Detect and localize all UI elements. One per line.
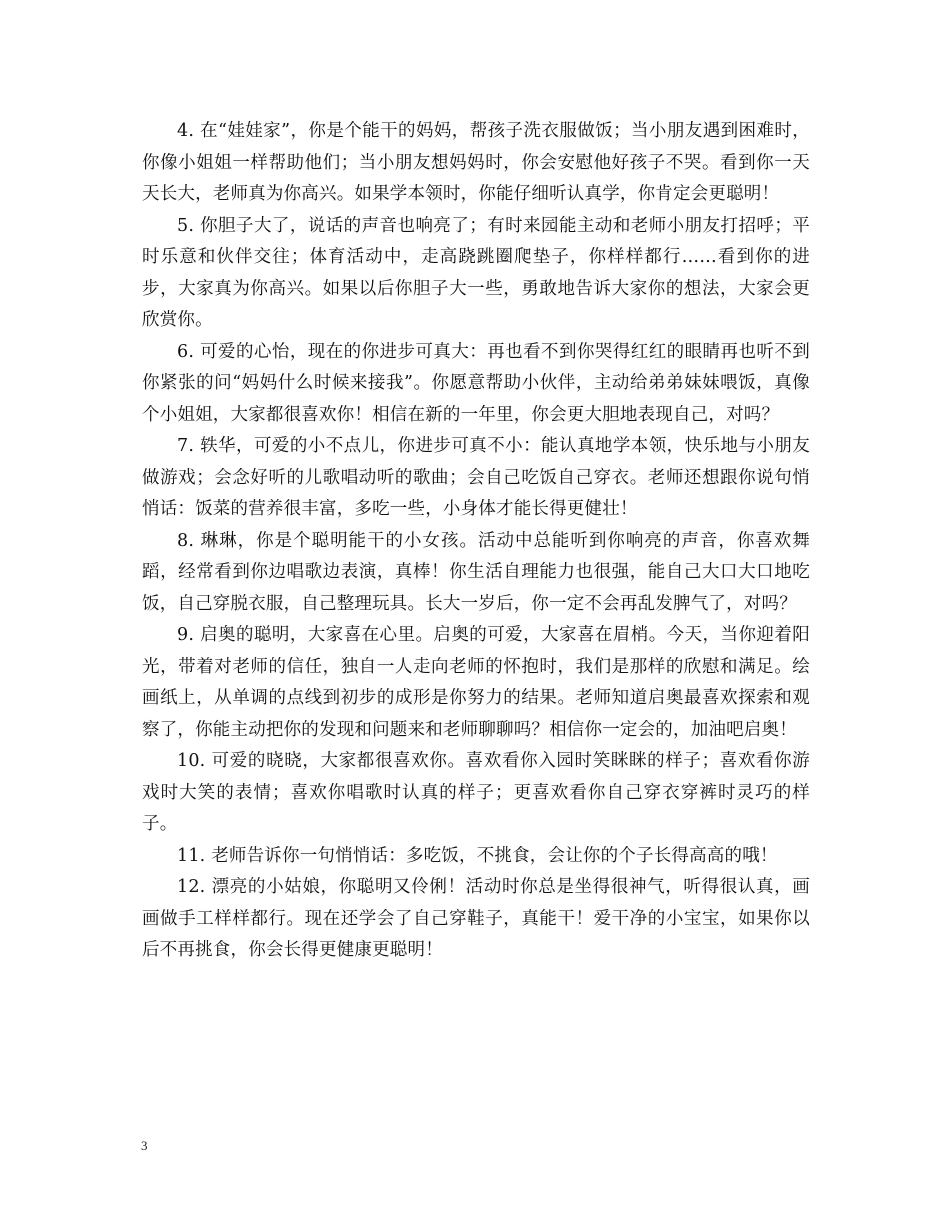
comment-paragraph-7: 7. 轶华，可爱的小不点儿，你进步可真不小：能认真地学本领，快乐地与小朋友做游戏；会念好听的儿歌唱动听的歌曲；会自己吃饭自己穿衣。老师还想跟你说句悄悄话：饭菜的营养很丰富，多吃一些，小身体才能长得更健壮！: [142, 436, 810, 519]
comment-paragraph-12: 12. 漂亮的小姑娘，你聪明又伶俐！活动时你总是坐得很神气，听得很认真，画画做手工样样都行。现在还学会了自己穿鞋子，真能干！爱干净的小宝宝，如果你以后不再挑食，你会长得更健康更聪明！: [142, 877, 810, 960]
comment-paragraph-4: 4. 在“娃娃家”，你是个能干的妈妈，帮孩子洗衣服做饭；当小朋友遇到困难时，你像小姐姐一样帮助他们；当小朋友想妈妈时，你会安慰他好孩子不哭。看到你一天天长大，老师真为你高兴。如果学本领时，你能仔细听认真学，你肯定会更聪明！: [142, 121, 810, 204]
comment-paragraph-9: 9. 启奥的聪明，大家喜在心里。启奥的可爱，大家喜在眉梢。今天，当你迎着阳光，带着对老师的信任，独自一人走向老师的怀抱时，我们是那样的欣慰和满足。绘画纸上，从单调的点线到初步的成形是你努力的结果。老师知道启奥最喜欢探索和观察了，你能主动把你的发现和问题来和老师聊聊吗？相信你一定会的，加油吧启奥！: [142, 625, 810, 740]
document-body: [142, 116, 810, 967]
comment-paragraph-8: 8. 琳琳，你是个聪明能干的小女孩。活动中总能听到你响亮的声音，你喜欢舞蹈，经常看到你边唱歌边表演，真棒！你生活自理能力也很强，能自己大口大口地吃饭，自己穿脱衣服，自己整理玩具。长大一岁后，你一定不会再乱发脾气了，对吗？: [142, 530, 810, 614]
comment-paragraph-5: 5. 你胆子大了，说话的声音也响亮了；有时来园能主动和老师小朋友打招呼；平时乐意和伙伴交往；体育活动中，走高跷跳圈爬垫子，你样样都行……看到你的进步，大家真为你高兴。如果以后你胆子大一些，勇敢地告诉大家你的想法，大家会更欣赏你。: [142, 215, 810, 330]
page-number: 3: [141, 1138, 148, 1153]
comment-paragraph-6: 6. 可爱的心怡，现在的你进步可真大：再也看不到你哭得红红的眼睛再也听不到你紧张的问“妈妈什么时候来接我”。你愿意帮助小伙伴，主动给弟弟妹妹喂饭，真像个小姐姐，大家都很喜欢你！相信在新的一年里，你会更大胆地表现自己，对吗？: [142, 341, 810, 425]
comment-paragraph-10: 10. 可爱的晓晓，大家都很喜欢你。喜欢看你入园时笑眯眯的样子；喜欢看你游戏时大笑的表情；喜欢你唱歌时认真的样子；更喜欢看你自己穿衣穿裤时灵巧的样子。: [142, 751, 810, 834]
comment-paragraph-11: 11. 老师告诉你一句悄悄话：多吃饭，不挑食，会让你的个子长得高高的哦！: [177, 845, 778, 866]
